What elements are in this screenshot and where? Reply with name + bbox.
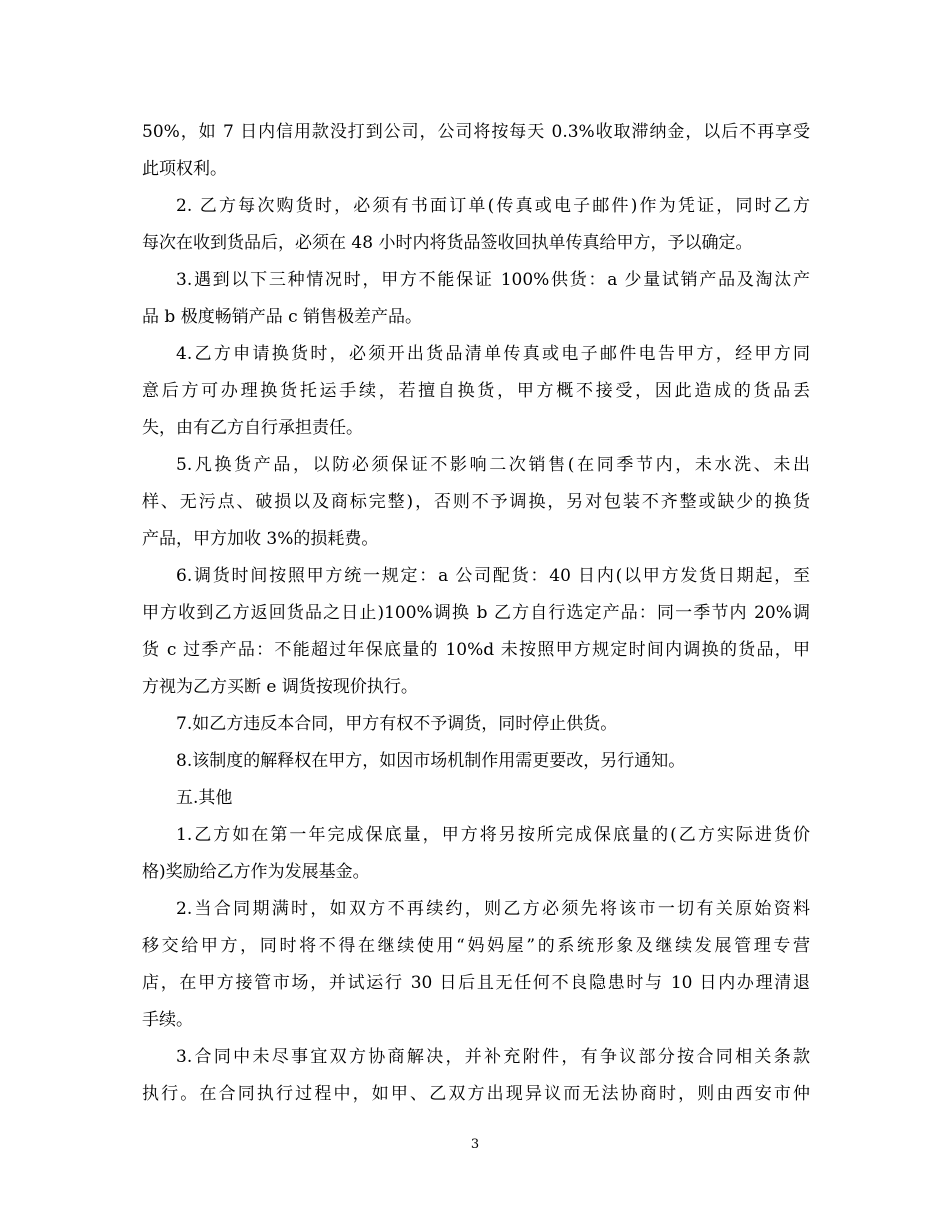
text-line: 8.该制度的解释权在甲方，如因市场机制作用需更要改，另行通知。 bbox=[176, 751, 686, 771]
text-line: 1.乙方如在第一年完成保底量，甲方将另按所完成保底量的(乙方实际进货价 bbox=[176, 825, 810, 845]
text-line: 货 c 过季产品：不能超过年保底量的 10%d 未按照甲方规定时间内调换的货品，甲 bbox=[142, 640, 810, 660]
text-line: 产品，甲方加收 3%的损耗费。 bbox=[142, 529, 379, 549]
text-line: 每次在收到货品后，必须在 48 小时内将货品签收回执单传真给甲方，予以确定。 bbox=[142, 233, 753, 253]
text-line: 执行。在合同执行过程中，如甲、乙双方出现异议而无法协商时，则由西安市仲 bbox=[142, 1084, 810, 1104]
text-line: 移交给甲方，同时将不得在继续使用“妈妈屋”的系统形象及继续发展管理专营 bbox=[142, 936, 810, 956]
document-body bbox=[142, 114, 810, 1113]
text-line: 3.遇到以下三种情况时，甲方不能保证 100%供货：a 少量试销产品及淘汰产 bbox=[176, 270, 810, 290]
text-line: 样、无污点、破损以及商标完整)，否则不予调换，另对包装不齐整或缺少的换货 bbox=[142, 492, 810, 512]
text-line: 6.调货时间按照甲方统一规定：a 公司配货：40 日内(以甲方发货日期起，至 bbox=[176, 566, 810, 586]
text-line: 3.合同中未尽事宜双方协商解决，并补充附件，有争议部分按合同相关条款 bbox=[176, 1047, 810, 1067]
text-line: 2.当合同期满时，如双方不再续约，则乙方必须先将该市一切有关原始资料 bbox=[176, 899, 810, 919]
text-line: 4.乙方申请换货时，必须开出货品清单传真或电子邮件电告甲方，经甲方同 bbox=[176, 344, 810, 364]
text-line: 2. 乙方每次购货时，必须有书面订单(传真或电子邮件)作为凭证，同时乙方 bbox=[176, 196, 810, 216]
text-line: 此项权利。 bbox=[142, 159, 227, 179]
text-line: 失，由有乙方自行承担责任。 bbox=[142, 418, 363, 438]
text-line: 7.如乙方违反本合同，甲方有权不予调货，同时停止供货。 bbox=[176, 714, 618, 734]
page-number: 3 bbox=[470, 1137, 480, 1152]
text-line: 5.凡换货产品，以防必须保证不影响二次销售(在同季节内，未水洗、未出 bbox=[176, 455, 810, 475]
text-line: 甲方收到乙方返回货品之日止)100%调换 b 乙方自行选定产品：同一季节内 20%调 bbox=[142, 603, 810, 623]
text-line: 50%，如 7 日内信用款没打到公司，公司将按每天 0.3%收取滞纳金，以后不再享受 bbox=[142, 122, 811, 142]
text-line: 意后方可办理换货托运手续，若擅自换货，甲方概不接受，因此造成的货品丢 bbox=[142, 381, 810, 401]
text-line: 方视为乙方买断 e 调货按现价执行。 bbox=[142, 677, 418, 697]
text-line: 格)奖励给乙方作为发展基金。 bbox=[142, 862, 370, 882]
text-line: 五.其他 bbox=[176, 788, 233, 808]
text-line: 品 b 极度畅销产品 c 销售极差产品。 bbox=[142, 307, 423, 327]
text-line: 手续。 bbox=[142, 1010, 193, 1030]
text-line: 店，在甲方接管市场，并试运行 30 日后且无任何不良隐患时与 10 日内办理清退 bbox=[142, 973, 810, 993]
